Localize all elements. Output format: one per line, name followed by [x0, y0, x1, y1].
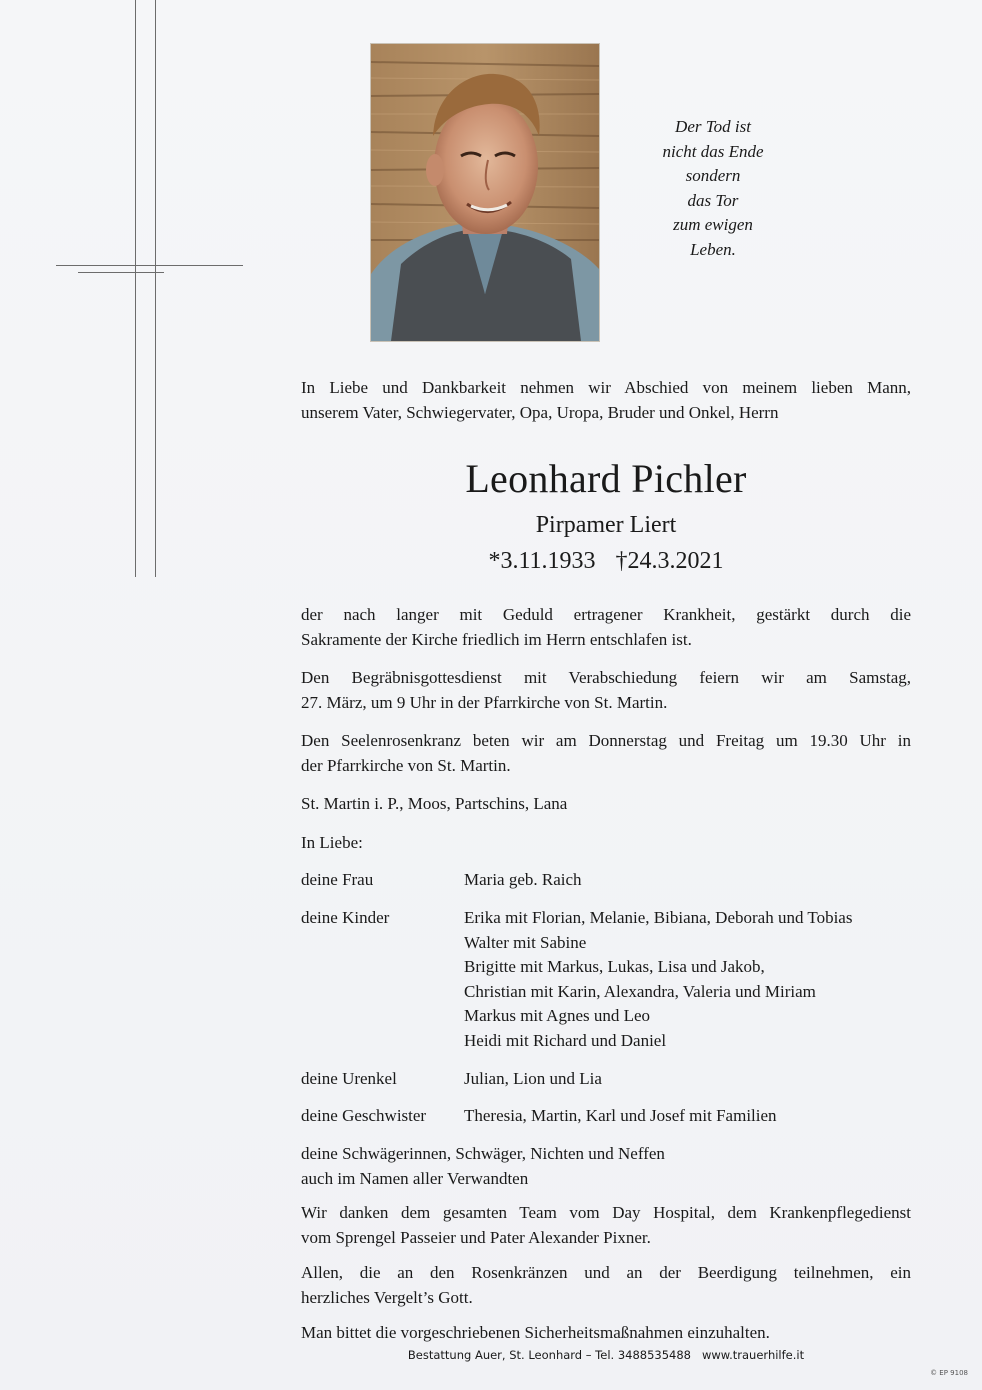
paragraph-line: Sakramente der Kirche friedlich im Herrn entschlafen ist. [301, 629, 692, 649]
list-item: Heidi mit Richard und Daniel [464, 1030, 667, 1050]
deceased-nickname: Pirpamer Liert [535, 512, 677, 538]
relative-row-children [301, 906, 921, 1056]
paragraph-line: deine Schwägerinnen, Schwäger, Nichten und Neffen [301, 1144, 665, 1163]
paragraph-line: Wir danken dem gesamten Team vom Day Hospital, dem Krankenpflegedienst [301, 1203, 911, 1222]
relative-label: deine Kinder [301, 908, 390, 927]
places-line: St. Martin i. P., Moos, Partschins, Lana [301, 794, 568, 813]
children-list [464, 906, 852, 1053]
quote-line: zum ewigen [673, 215, 753, 235]
undertaker-footer: Bestattung Auer, St. Leonhard – Tel. 3488535488 www.trauerhilfe.it [407, 1348, 805, 1362]
list-item: Walter mit Sabine [464, 932, 587, 952]
intro-line-2: unserem Vater, Schwiegervater, Opa, Uropa, Bruder und Onkel, Herrn [301, 402, 779, 422]
quote-line: sondern [685, 166, 741, 186]
intro-paragraph [301, 376, 911, 425]
paragraph-line: auch im Namen aller Verwandten [301, 1168, 529, 1188]
cross-horizontal-line-top [56, 265, 243, 266]
paragraph-line: vom Sprengel Passeier und Pater Alexander Pixner. [301, 1227, 651, 1247]
paragraph-line: Den Seelenrosenkranz beten wir am Donnerstag und Freitag um 19.30 Uhr in [301, 731, 911, 750]
quote-verse [628, 115, 798, 263]
list-item: Brigitte mit Markus, Lukas, Lisa und Jakob, [464, 957, 765, 976]
relative-names: Julian, Lion und Lia [464, 1069, 602, 1088]
paragraph-line: herzliches Vergelt’s Gott. [301, 1287, 473, 1307]
quote-line: das Tor [687, 190, 739, 210]
paragraph-rosary [301, 729, 911, 778]
paragraph-death-notice [301, 603, 911, 652]
list-item: Christian mit Karin, Alexandra, Valeria und Miriam [464, 981, 816, 1001]
list-item: Erika mit Florian, Melanie, Bibiana, Deborah und Tobias [464, 908, 853, 927]
cross-horizontal-line-bottom [78, 272, 164, 273]
quote-line: Der Tod ist [675, 117, 751, 136]
relative-label: deine Frau [301, 870, 374, 889]
list-item: Markus mit Agnes und Leo [464, 1006, 651, 1025]
quote-line: Leben. [690, 239, 736, 259]
portrait-photo [371, 44, 599, 341]
paragraph-funeral [301, 666, 911, 715]
in-laws-paragraph [301, 1142, 911, 1191]
relative-names: Maria geb. Raich [464, 870, 582, 889]
paragraph-line: der nach langer mit Geduld ertragener Krankheit, gestärkt durch die [301, 605, 911, 624]
gratitude-paragraph [301, 1261, 911, 1310]
paragraph-line: Allen, die an den Rosenkränzen und an der Beerdigung teilnehmen, ein [301, 1263, 911, 1282]
deceased-name: Leonhard Pichler [465, 456, 747, 501]
paragraph-line: der Pfarrkirche von St. Martin. [301, 755, 511, 775]
in-love-heading: In Liebe: [301, 833, 363, 852]
safety-notice: Man bittet die vorgeschriebenen Sicherheitsmaßnahmen einzuhalten. [301, 1323, 770, 1342]
paragraph-line: Den Begräbnisgottesdienst mit Verabschiedung feiern wir am Samstag, [301, 668, 911, 687]
paragraph-line: 27. März, um 9 Uhr in der Pfarrkirche von St. Martin. [301, 692, 668, 712]
relative-label: deine Geschwister [301, 1106, 427, 1125]
cross-vertical-line-left [135, 0, 136, 577]
relative-label: deine Urenkel [301, 1069, 397, 1088]
life-dates: *3.11.1933 †24.3.2021 [488, 548, 724, 574]
thanks-paragraph [301, 1201, 911, 1250]
cross-vertical-line-right [155, 0, 156, 577]
intro-line-1: In Liebe und Dankbarkeit nehmen wir Abschied von meinem lieben Mann, [301, 378, 911, 397]
print-code: © EP 9108 [930, 1369, 968, 1377]
quote-line: nicht das Ende [662, 141, 764, 161]
relative-names: Theresia, Martin, Karl und Josef mit Familien [464, 1106, 777, 1125]
